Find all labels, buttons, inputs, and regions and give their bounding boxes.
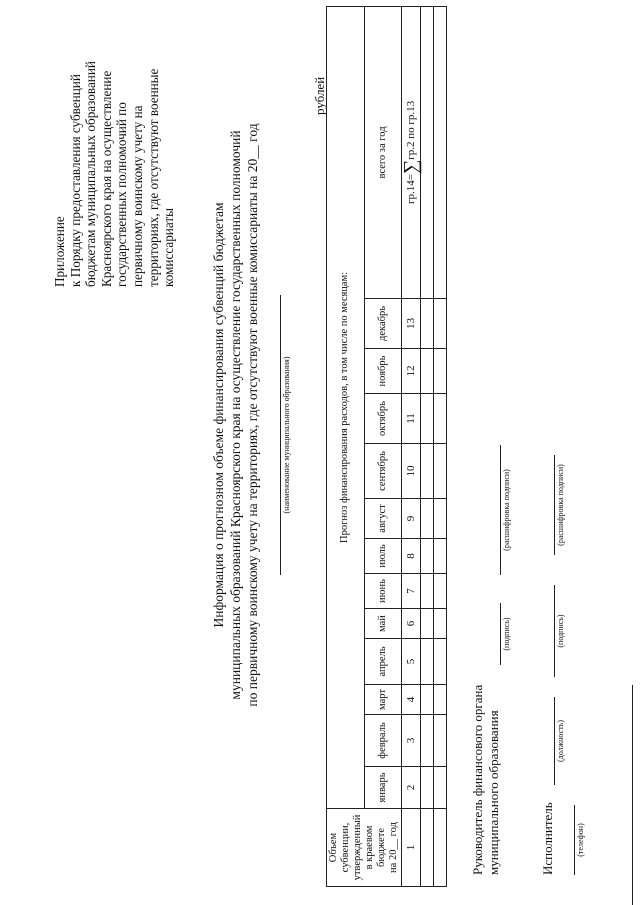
executor-decode-line[interactable]	[554, 455, 555, 555]
column-number: 11	[402, 394, 421, 444]
title-line: по первичному воинскому учету на территориях, где отсутствуют военные комиссариаты на 20__ год	[245, 123, 260, 707]
appendix-line: бюджетам муниципальных образований	[83, 61, 99, 287]
column-number: 12	[402, 349, 421, 394]
header-text: Объем субвенции,	[328, 822, 351, 873]
table-cell[interactable]	[434, 444, 447, 499]
table-cell[interactable]	[421, 809, 434, 887]
appendix-line: к Порядку предоставления субвенций	[67, 74, 83, 287]
table-cell[interactable]	[421, 639, 434, 685]
municipality-caption: (наименование муниципального образования)	[282, 356, 291, 514]
month-header: июнь	[364, 574, 402, 609]
title-line: Информация о прогнозном объеме финансирования субвенций бюджетам	[211, 202, 226, 628]
column-number: 1	[402, 809, 421, 887]
column-number: 13	[402, 299, 421, 349]
forecast-table	[326, 6, 447, 887]
table-header-row	[327, 6, 365, 886]
month-header: ноябрь	[364, 349, 402, 394]
title-line: муниципальных образований Красноярского края на осуществление государственных полномочий	[228, 130, 243, 700]
month-header: август	[364, 499, 402, 539]
month-header: февраль	[364, 715, 402, 767]
head-label-line: муниципального образования	[485, 710, 501, 875]
table-cell[interactable]	[421, 767, 434, 809]
column-number: 9	[402, 499, 421, 539]
executor-position-line[interactable]	[554, 697, 555, 785]
table-number-row	[402, 6, 421, 886]
column-number: 4	[402, 685, 421, 715]
table-cell[interactable]	[421, 299, 434, 349]
column-number: 8	[402, 539, 421, 574]
head-decode-caption: (расшифровка подписи)	[502, 469, 511, 551]
table-cell[interactable]	[421, 6, 434, 298]
table-cell[interactable]	[421, 444, 434, 499]
table-cell[interactable]	[421, 609, 434, 639]
column-number: 10	[402, 444, 421, 499]
head-signature-caption: (подпись)	[502, 617, 511, 651]
table-cell[interactable]	[434, 574, 447, 609]
table-cell[interactable]	[421, 574, 434, 609]
table-cell[interactable]	[434, 394, 447, 444]
header-text: утвержденный	[352, 814, 363, 881]
month-header: май	[364, 609, 402, 639]
executor-position-caption: (должность)	[556, 720, 565, 762]
currency-label: рублей	[312, 76, 327, 115]
month-header: март	[364, 685, 402, 715]
table-cell[interactable]	[434, 349, 447, 394]
head-decode-line[interactable]	[500, 445, 501, 575]
appendix-line: первичному воинскому учету на	[129, 105, 145, 287]
table-cell[interactable]	[421, 349, 434, 394]
month-header: июль	[364, 539, 402, 574]
table-months-row	[364, 6, 402, 886]
appendix-line: Красноярского края на осуществление	[98, 70, 114, 287]
appendix-line: Приложение	[52, 216, 67, 287]
column-number: 3	[402, 715, 421, 767]
table-cell[interactable]	[421, 685, 434, 715]
table-cell[interactable]	[434, 767, 447, 809]
executor-phone-caption: (телефон)	[576, 823, 585, 857]
month-header: январь	[364, 767, 402, 809]
total-formula	[402, 6, 421, 298]
column-number: 6	[402, 609, 421, 639]
column-number: 7	[402, 574, 421, 609]
appendix-line: комиссариаты	[161, 208, 177, 287]
table-row	[421, 6, 434, 886]
table-cell[interactable]	[421, 394, 434, 444]
executor-signature-line[interactable]	[554, 585, 555, 677]
table-cell[interactable]	[421, 715, 434, 767]
table-cell[interactable]	[434, 539, 447, 574]
head-financial-body-label	[470, 675, 501, 875]
header-text: в краевом бюджете	[364, 825, 387, 870]
month-header: сентябрь	[364, 444, 402, 499]
header-text: на 20__ год	[388, 822, 399, 873]
table-cell[interactable]	[434, 299, 447, 349]
appendix-line: государственных полномочий по	[114, 102, 130, 287]
head-label-line: Руководитель финансового органа	[470, 684, 485, 875]
executor-decode-caption: (расшифровка подписи)	[556, 464, 565, 546]
month-header: апрель	[364, 639, 402, 685]
table-cell[interactable]	[434, 685, 447, 715]
col-volume-header	[327, 809, 402, 887]
table-cell[interactable]	[434, 499, 447, 539]
forecast-group-header: Прогноз финансирования расходов, в том числе по месяцам:	[327, 6, 365, 808]
month-header: декабрь	[364, 299, 402, 349]
head-signature-line[interactable]	[500, 603, 501, 665]
document-title	[210, 0, 261, 845]
total-header: всего за год	[364, 6, 402, 298]
column-number: 2	[402, 767, 421, 809]
executor-label: Исполнитель	[540, 802, 555, 875]
table-cell[interactable]	[434, 715, 447, 767]
table-cell[interactable]	[421, 499, 434, 539]
table-cell[interactable]	[434, 809, 447, 887]
footer-rule	[632, 685, 633, 905]
formula-prefix: гр.14=	[405, 174, 417, 204]
table-cell[interactable]	[434, 609, 447, 639]
table-row	[434, 6, 447, 886]
table-cell[interactable]	[421, 539, 434, 574]
executor-phone-line[interactable]	[574, 805, 575, 875]
executor-signature-caption: (подпись)	[556, 614, 565, 648]
appendix-block	[52, 17, 177, 287]
sigma-icon: ∑	[400, 159, 422, 175]
formula-suffix: гр.2 по гр.13	[405, 100, 417, 160]
table-cell[interactable]	[434, 639, 447, 685]
table-cell[interactable]	[434, 6, 447, 298]
appendix-line: территориях, где отсутствуют военные	[145, 68, 161, 287]
column-number: 5	[402, 639, 421, 685]
month-header: октябрь	[364, 394, 402, 444]
municipality-name-line	[280, 295, 281, 575]
